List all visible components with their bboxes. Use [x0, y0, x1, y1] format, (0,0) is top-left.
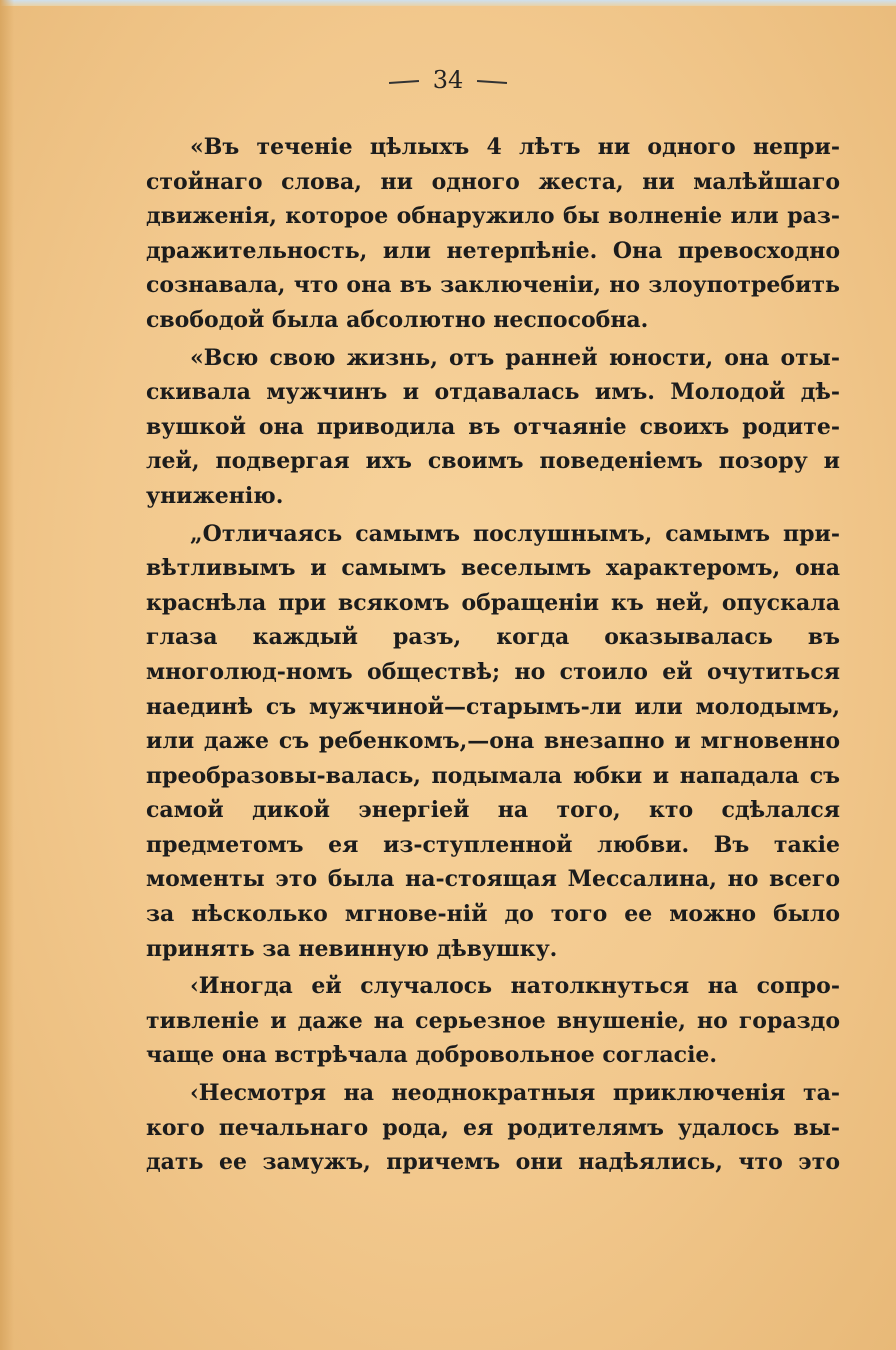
header-dash-left	[389, 79, 419, 83]
header-dash-right	[477, 79, 507, 83]
page-number: 34	[432, 66, 464, 94]
paragraph: „Отличаясь самымъ послушнымъ, самымъ при-вѣтливымъ и самымъ веселымъ характеромъ, она краснѣла при всякомъ обращеніи къ ней, опускала глаза каждый разъ, когда оказывалась въ многолюд-номъ обществѣ; но стоило ей очутиться наединѣ съ мужчиной—старымъ-ли или молодымъ, или даже съ ребенкомъ,—она внезапно и мгновенно преобразовы-валась, подымала юбки и нападала съ самой дикой энергіей на того, кто сдѣлался предметомъ ея из-ступленной любви. Въ такіе моменты это была на-стоящая Мессалина, но всего за нѣсколько мгнове-ній до того ее можно было принять за невинную дѣвушку.	[146, 520, 840, 962]
paragraph: ‹Несмотря на неоднократныя приключенія та-кого печальнаго рода, ея родителямъ удалось вы-дать ее замужъ, причемъ они надѣялись, что это	[146, 1080, 840, 1176]
paragraph: «Всю свою жизнь, отъ ранней юности, она оты-скивала мужчинъ и отдавалась имъ. Молодой дѣ-вушкой она приводила въ отчаяніе своихъ родите-лей, подвергая ихъ своимъ поведеніемъ позору и униженію.	[146, 344, 840, 509]
body-text	[146, 130, 840, 1183]
paragraph: «Въ теченіе цѣлыхъ 4 лѣтъ ни одного непри-стойнаго слова, ни одного жеста, ни малѣйшаго движенія, которое обнаружило бы волненіе или раз-дражительность, или нетерпѣніе. Она превосходно сознавала, что она въ заключеніи, но злоупотребить свободой была абсолютно неспособна.	[146, 134, 840, 333]
page-header	[0, 66, 896, 94]
paragraph: ‹Иногда ей случалось натолкнуться на сопро-тивленіе и даже на серьезное внушеніе, но гораздо чаще она встрѣчала добровольное согласіе.	[146, 973, 840, 1069]
